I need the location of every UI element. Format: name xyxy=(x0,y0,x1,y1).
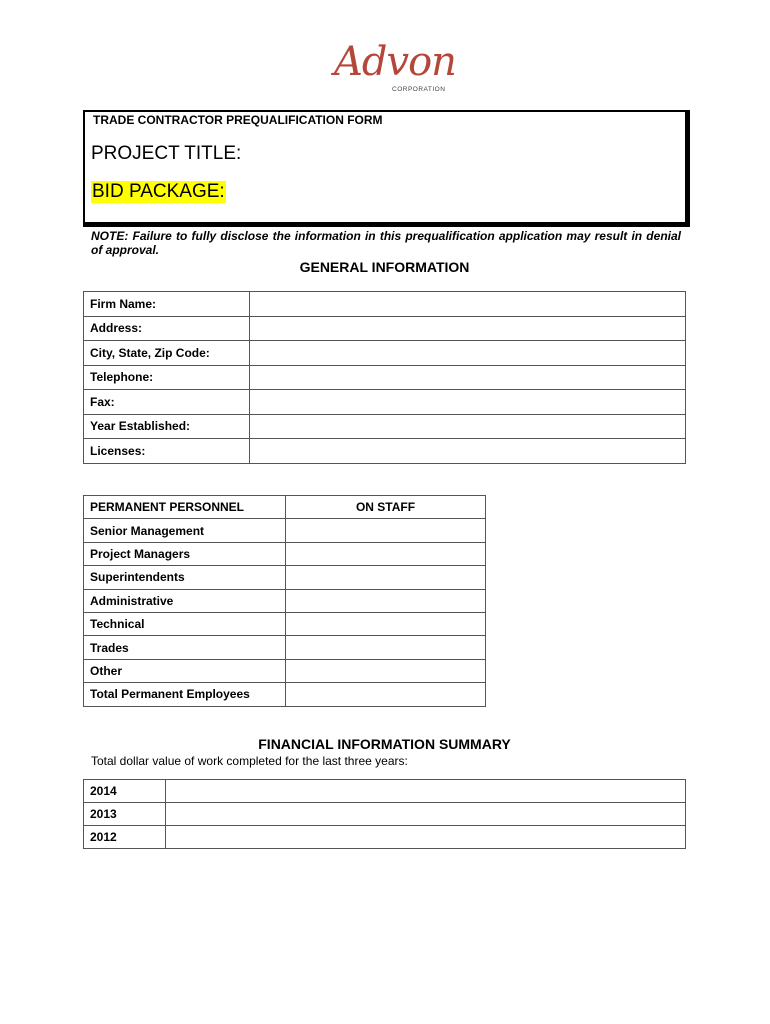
financial-info-title: FINANCIAL INFORMATION SUMMARY xyxy=(258,736,511,752)
general-field-input[interactable] xyxy=(250,316,686,341)
general-info-row xyxy=(84,316,686,341)
general-field-input[interactable] xyxy=(250,390,686,415)
financial-value-input[interactable] xyxy=(166,780,686,803)
personnel-col-header: PERMANENT PERSONNEL xyxy=(84,496,286,519)
personnel-header-row xyxy=(84,496,486,519)
general-info-table xyxy=(83,291,686,464)
form-title: TRADE CONTRACTOR PREQUALIFICATION FORM xyxy=(93,113,383,127)
on-staff-input[interactable] xyxy=(286,519,486,542)
general-field-input[interactable] xyxy=(250,292,686,317)
general-info-title: GENERAL INFORMATION xyxy=(299,259,470,275)
personnel-category-label: Technical xyxy=(84,612,286,635)
general-field-label: Address: xyxy=(84,316,250,341)
personnel-table xyxy=(83,495,486,707)
personnel-row xyxy=(84,589,486,612)
personnel-category-label: Trades xyxy=(84,636,286,659)
financial-value-input[interactable] xyxy=(166,826,686,849)
title-box xyxy=(83,110,690,227)
general-info-row xyxy=(84,292,686,317)
general-info-row xyxy=(84,341,686,366)
personnel-row xyxy=(84,636,486,659)
logo-subtitle: CORPORATION xyxy=(392,86,446,93)
general-field-input[interactable] xyxy=(250,439,686,464)
general-field-label: Licenses: xyxy=(84,439,250,464)
financial-value-input[interactable] xyxy=(166,803,686,826)
personnel-category-label: Total Permanent Employees xyxy=(84,683,286,706)
general-info-row xyxy=(84,439,686,464)
personnel-category-label: Senior Management xyxy=(84,519,286,542)
financial-row xyxy=(84,780,686,803)
general-field-label: Firm Name: xyxy=(84,292,250,317)
general-info-row xyxy=(84,414,686,439)
personnel-row xyxy=(84,566,486,589)
financial-table xyxy=(83,779,686,849)
disclosure-note: NOTE: Failure to fully disclose the information in this prequalification application may result in denial of approval. xyxy=(91,229,681,257)
logo-wordmark: Advon xyxy=(334,39,456,85)
on-staff-input[interactable] xyxy=(286,566,486,589)
financial-subtitle: Total dollar value of work completed for the last three years: xyxy=(91,754,408,768)
general-field-label: Telephone: xyxy=(84,365,250,390)
advon-logo xyxy=(334,39,456,100)
general-field-input[interactable] xyxy=(250,414,686,439)
personnel-row xyxy=(84,683,486,706)
general-field-input[interactable] xyxy=(250,341,686,366)
general-info-row xyxy=(84,365,686,390)
personnel-category-label: Other xyxy=(84,659,286,682)
personnel-category-label: Administrative xyxy=(84,589,286,612)
on-staff-input[interactable] xyxy=(286,683,486,706)
on-staff-col-header: ON STAFF xyxy=(286,496,486,519)
financial-row xyxy=(84,826,686,849)
personnel-row xyxy=(84,542,486,565)
personnel-row xyxy=(84,519,486,542)
financial-row xyxy=(84,803,686,826)
on-staff-input[interactable] xyxy=(286,659,486,682)
on-staff-input[interactable] xyxy=(286,542,486,565)
general-field-label: Fax: xyxy=(84,390,250,415)
on-staff-input[interactable] xyxy=(286,636,486,659)
financial-year-label: 2013 xyxy=(84,803,166,826)
personnel-category-label: Project Managers xyxy=(84,542,286,565)
personnel-category-label: Superintendents xyxy=(84,566,286,589)
bid-package-label: BID PACKAGE: xyxy=(92,181,225,202)
general-field-label: City, State, Zip Code: xyxy=(84,341,250,366)
personnel-row xyxy=(84,612,486,635)
financial-year-label: 2014 xyxy=(84,780,166,803)
general-info-row xyxy=(84,390,686,415)
personnel-row xyxy=(84,659,486,682)
financial-year-label: 2012 xyxy=(84,826,166,849)
project-title-label: PROJECT TITLE: xyxy=(91,143,242,164)
general-field-input[interactable] xyxy=(250,365,686,390)
on-staff-input[interactable] xyxy=(286,612,486,635)
general-field-label: Year Established: xyxy=(84,414,250,439)
on-staff-input[interactable] xyxy=(286,589,486,612)
